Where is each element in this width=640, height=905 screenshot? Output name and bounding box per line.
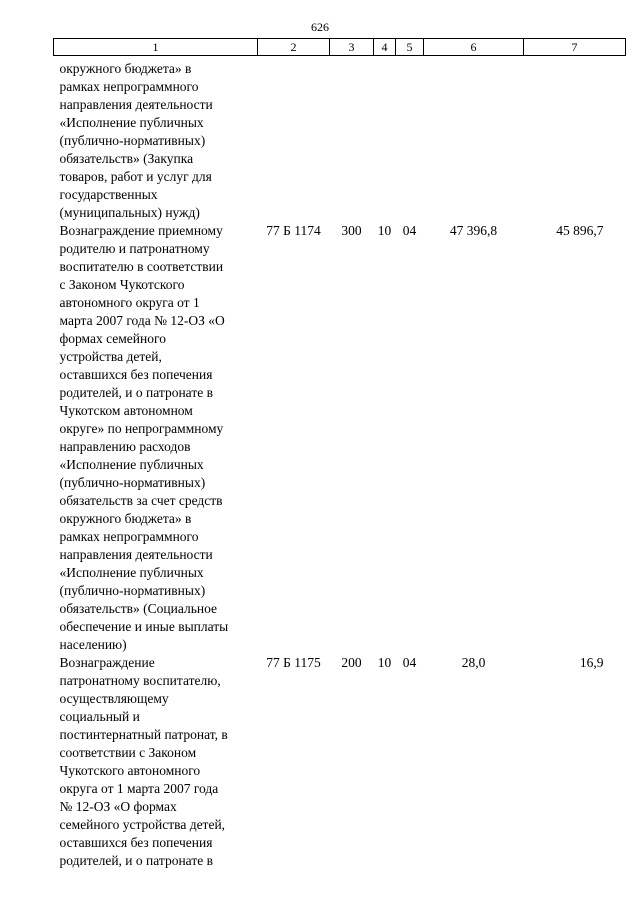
row-amount-1: 47 396,8 <box>449 223 498 238</box>
row-target-code: 77 Б 1175 <box>266 655 321 670</box>
row-subsection: 04 <box>402 223 417 238</box>
header-col-1: 1 <box>54 39 258 56</box>
row-subsection: 04 <box>402 655 417 670</box>
table-row <box>54 56 626 223</box>
table-row <box>54 654 626 870</box>
header-col-2: 2 <box>258 39 330 56</box>
row-expense-type <box>330 56 374 223</box>
header-col-6: 6 <box>424 39 524 56</box>
row-amount-2: 16,9 <box>579 655 604 670</box>
row-description: окружного бюджета» в рамках непрограммного направления деятельности «Исполнение публичных (публично-нормативных) обязательств» (Закупка товаров, работ и услуг для государственных (муниципальных) нужд) <box>59 61 213 220</box>
row-amount-1 <box>424 56 524 223</box>
table-body <box>54 56 626 871</box>
row-amount-1: 28,0 <box>461 655 486 670</box>
row-description: Вознаграждение приемному родителю и патронатному воспитателю в соответствии с Законом Чукотского автономного округа от 1 марта 2007 года № 12-ОЗ «О формах семейного устройства детей, оставшихся без попечения родителей, и о патронате в Чукотском автономном округе» по непрограммному направлению расходов «Исполнение публичных (публично-нормативных) обязательств за счет средств окружного бюджета» в рамках непрограммного направления деятельности «Исполнение публичных (публично-нормативных) обязательств» (Социальное обеспечение и иные выплаты населению) <box>59 223 229 652</box>
row-section: 10 <box>377 655 392 670</box>
page-number: 626 <box>311 20 329 34</box>
table-header <box>54 39 626 56</box>
row-description: Вознаграждение патронатному воспитателю, осуществляющему социальный и постинтернатный патронат, в соответствии с Законом Чукотского автономного округа от 1 марта 2007 года № 12-ОЗ «О формах семейного устройства детей, оставшихся без попечения родителей, и о патронате в <box>59 655 228 868</box>
budget-table <box>53 38 626 870</box>
row-target-code <box>258 56 330 223</box>
header-col-7: 7 <box>524 39 626 56</box>
table-row <box>54 222 626 654</box>
row-subsection <box>396 56 424 223</box>
row-expense-type: 300 <box>341 223 362 238</box>
header-row <box>54 39 626 56</box>
row-target-code: 77 Б 1174 <box>266 223 321 238</box>
header-col-4: 4 <box>374 39 396 56</box>
row-expense-type: 200 <box>341 655 362 670</box>
header-col-3: 3 <box>330 39 374 56</box>
row-section <box>374 56 396 223</box>
row-amount-2 <box>524 56 626 223</box>
row-amount-2: 45 896,7 <box>556 223 604 238</box>
row-section: 10 <box>377 223 392 238</box>
header-col-5: 5 <box>396 39 424 56</box>
